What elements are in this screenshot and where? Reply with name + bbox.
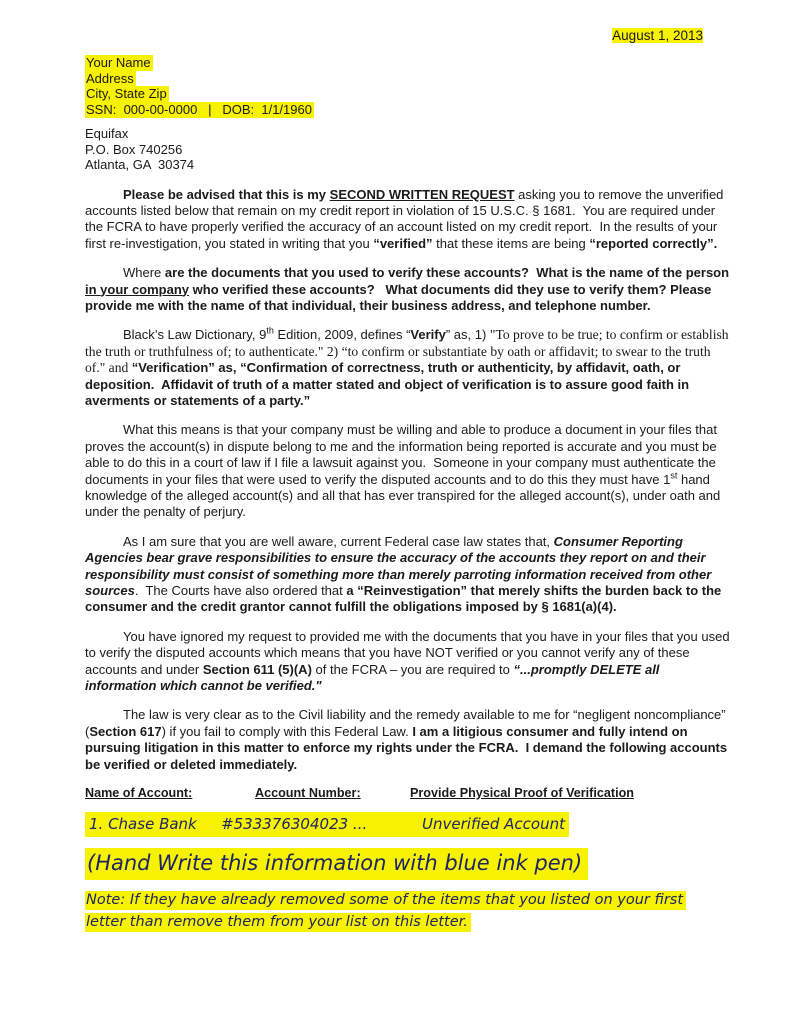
accounts-table-header [85, 786, 733, 800]
sender-address-line [85, 71, 733, 87]
date-line [85, 28, 733, 43]
account-number: #533376304023 ... [221, 815, 368, 834]
recipient-block [85, 126, 733, 173]
handwrite-instruction-line [85, 851, 733, 875]
paragraph-blacks-law-definition: Black’s Law Dictionary, 9th Edition, 2009, defines “Verify” as, 1) "To prove to be true; to confirm or establish the truth or truthfulness of; to authenticate." 2) “to confirm or substantiate by oath or affidavit; to swear to the truth of." and “Verification” as, “Confirmation of correctness, truth or authenticity, by affidavit, oath, or deposition. Affidavit of truth of a matter stated and object of verification is to assure good faith in averments or statements of a party.” [85, 326, 732, 408]
note-block [85, 889, 710, 933]
sender-block [85, 55, 733, 117]
recipient-po-box: P.O. Box 740256 [85, 141, 183, 157]
paragraph-ignored-request: You have ignored my request to provided me with the documents that you have in your files that you used to verify the disputed accounts which means that you have NOT verified or you cannot verify any of these accounts and under Section 611 (5)(A) of the FCRA – you are required to “...promptly DELETE all information which cannot be verified." [85, 628, 734, 694]
paragraph-federal-case-law: As I am sure that you are well aware, current Federal case law states that, Consumer Reporting Agencies bear grave responsibilities to ensure the accuracy of the accounts they report on and their responsibility must consist of something more than merely parroting information received from other sources. The Courts have also ordered that a “Reinvestigation” that merely shifts the burden back to the consumer and the credit grantor cannot fulfill the obligations imposed by § 1681(a)(4). [85, 533, 725, 615]
header-account-number: Account Number: [255, 786, 361, 801]
sender-name-line [85, 55, 733, 71]
paragraph-second-written-request: Please be advised that this is my SECOND WRITTEN REQUEST asking you to remove the unverified accounts listed below that remain on my credit report in violation of 15 U.S.C. § 1681. You are required under the FCRA to have properly verified the accuracy of an account listed on my credit report. In the results of your first re-investigation, you stated in writing that you “verified” that these items are being “reported correctly”. [85, 186, 728, 251]
recipient-city-state-zip: Atlanta, GA 30374 [85, 157, 195, 172]
header-proof-of-verification: Provide Physical Proof of Verification [410, 786, 634, 801]
header-name-of-account: Name of Account: [85, 786, 193, 801]
paragraph-civil-liability: The law is very clear as to the Civil liability and the remedy available to me for “negligent noncompliance” (Section 617) if you fail to comply with this Federal Law. I am a litigious consumer and fully intend on pursuing litigation in this matter to enforce my rights under the FCRA. I demand the following accounts be verified or deleted immediately. [85, 707, 731, 772]
sender-city: City, State Zip [86, 86, 167, 101]
sender-address: Address [86, 70, 134, 86]
account-name: 1. Chase Bank [89, 815, 197, 834]
paragraph-what-this-means: What this means is that your company must be willing and able to produce a document in your files that proves the account(s) in dispute belong to me and the information being reported is accurate and you must be able to do this in a court of law if I file a lawsuit against you. Someone in your company must authenticate the documents in your files that were used to verify the disputed accounts and to do this they must have 1st hand knowledge of the alleged account(s) and all that has ever transpired for the alleged account(s), under oath and under the penalty of perjury. [85, 422, 724, 520]
paragraph-documents-questions: Where are the documents that you used to verify these accounts? What is the name of the person in your company who verified these accounts? What documents did they use to verify them? Please provide me with the name of that individual, their business address, and telephone number. [85, 265, 733, 313]
note-text: Note: If they have already removed some of the items that you listed on your first letter than remove them from your list on this letter. [85, 891, 686, 932]
sender-ssn-dob: SSN: 000-00-0000 | DOB: 1/1/1960 [86, 101, 312, 117]
letter-date: August 1, 2013 [612, 28, 703, 43]
sender-ssn-dob-line [85, 102, 733, 118]
account-status: Unverified Account [422, 815, 565, 834]
sender-name: Your Name [86, 55, 151, 70]
account-row [85, 812, 569, 837]
recipient-name: Equifax [85, 126, 129, 141]
handwrite-instruction: (Hand Write this information with blue ink pen) [85, 848, 588, 880]
sender-city-line [85, 86, 733, 102]
letter-body [85, 187, 733, 774]
